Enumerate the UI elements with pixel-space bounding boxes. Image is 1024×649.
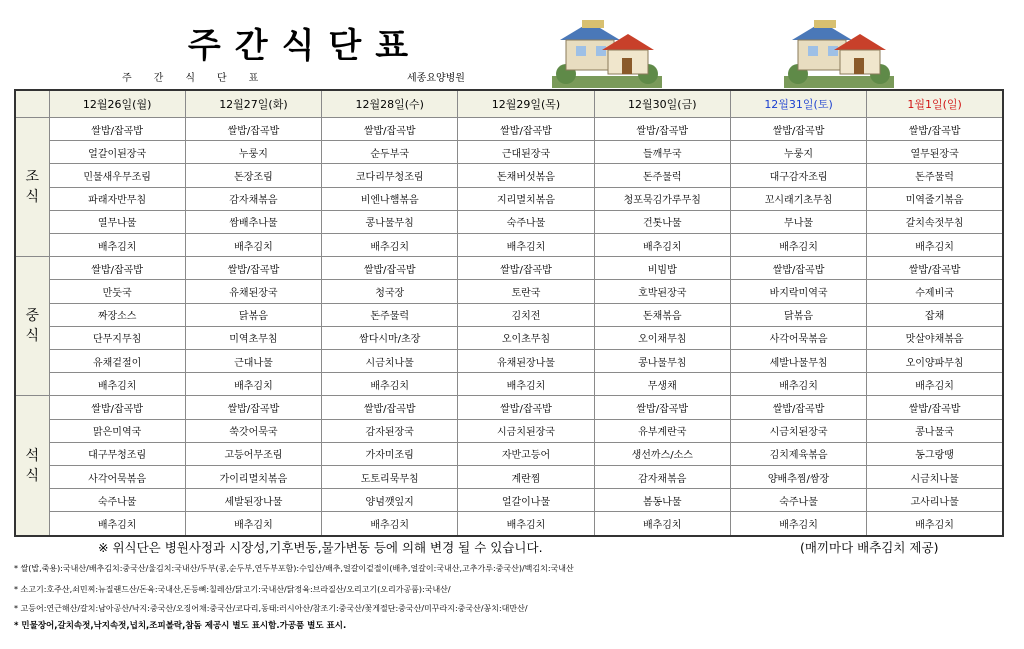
- menu-cell: 배추김치: [867, 373, 1003, 396]
- menu-cell: 배추김치: [730, 512, 866, 536]
- menu-cell: 오이채무침: [594, 326, 730, 349]
- meal-label: 중식: [15, 257, 49, 396]
- day-header-7: 1월1일(일): [867, 90, 1003, 118]
- menu-cell: 쌀밥/잡곡밥: [185, 257, 321, 280]
- menu-cell: 수제비국: [867, 280, 1003, 303]
- kimchi-notice: (매끼마다 배추김치 제공): [800, 540, 939, 555]
- menu-cell: 바지락미역국: [730, 280, 866, 303]
- menu-cell: 누룽지: [185, 141, 321, 164]
- menu-cell: 숙주나물: [49, 489, 185, 512]
- menu-cell: 양배추찜/쌈장: [730, 466, 866, 489]
- menu-cell: 배추김치: [594, 512, 730, 536]
- menu-cell: 무생채: [594, 373, 730, 396]
- menu-cell: 얼갈이된장국: [49, 141, 185, 164]
- menu-cell: 청포묵김가루무침: [594, 187, 730, 210]
- menu-cell: 봄동나물: [594, 489, 730, 512]
- menu-cell: 비엔나햄볶음: [322, 187, 458, 210]
- table-row: [15, 396, 1003, 419]
- origin-note-4: * 민물장어,갈치속젓,낙지속젓,넙치,조피볼락,참돔 제공시 별도 표시함.가공품 별도 표시.: [14, 621, 347, 631]
- menu-cell: 콩나물국: [867, 419, 1003, 442]
- table-row: [15, 210, 1003, 233]
- menu-cell: 짜장소스: [49, 303, 185, 326]
- house-illustration-icon: [784, 16, 894, 88]
- day-header-2: 12월27일(화): [185, 90, 321, 118]
- table-row: [15, 118, 1003, 141]
- menu-cell: 시금치된장국: [458, 419, 594, 442]
- menu-cell: 배추김치: [594, 234, 730, 257]
- menu-cell: 숙주나물: [458, 210, 594, 233]
- table-row: [15, 419, 1003, 442]
- menu-cell: 유채된장나물: [458, 350, 594, 373]
- menu-cell: 동그랑땡: [867, 442, 1003, 465]
- menu-cell: 쌀밥/잡곡밥: [49, 118, 185, 141]
- menu-cell: 쌀밥/잡곡밥: [867, 257, 1003, 280]
- table-row: [15, 350, 1003, 373]
- page-title: 주간식단표: [187, 26, 423, 66]
- menu-cell: 콩나물무침: [322, 210, 458, 233]
- menu-cell: 돈장조림: [185, 164, 321, 187]
- table-row: [15, 373, 1003, 396]
- hospital-name: 세종요양병원: [407, 73, 465, 84]
- day-header-3: 12월28일(수): [322, 90, 458, 118]
- house-illustration-icon: [552, 16, 662, 88]
- menu-cell: 도토리묵무침: [322, 466, 458, 489]
- table-row: [15, 303, 1003, 326]
- menu-cell: 시금치된장국: [730, 419, 866, 442]
- menu-cell: 배추김치: [185, 234, 321, 257]
- menu-cell: 배추김치: [185, 512, 321, 536]
- table-row: [15, 187, 1003, 210]
- menu-cell: 파래자반무침: [49, 187, 185, 210]
- menu-cell: 콩나물무침: [594, 350, 730, 373]
- menu-cell: 쌀밥/잡곡밥: [730, 396, 866, 419]
- menu-cell: 김치전: [458, 303, 594, 326]
- menu-cell: 쑥갓어묵국: [185, 419, 321, 442]
- menu-cell: 민물새우무조림: [49, 164, 185, 187]
- menu-cell: 쌀밥/잡곡밥: [458, 396, 594, 419]
- menu-cell: 배추김치: [458, 373, 594, 396]
- menu-cell: 쌀밥/잡곡밥: [49, 396, 185, 419]
- menu-cell: 맛살야채볶음: [867, 326, 1003, 349]
- menu-cell: 고등어무조림: [185, 442, 321, 465]
- menu-cell: 세발된장나물: [185, 489, 321, 512]
- menu-cell: 생선까스/소스: [594, 442, 730, 465]
- menu-cell: 건톳나물: [594, 210, 730, 233]
- menu-cell: 지리멸치볶음: [458, 187, 594, 210]
- menu-cell: 들깨무국: [594, 141, 730, 164]
- origin-note-3: * 고등어:연근해산/갈치:남아공산/낙지:중국산/오징어채:중국산/코다리,동태:러시아산/참조기:중국산/꽃게절단:중국산/미꾸라지:중국산/꽁치:대만산/: [14, 604, 528, 613]
- day-header-5: 12월30일(금): [594, 90, 730, 118]
- origin-note-1: * 쌀(밥,죽용):국내산/배추김치:중국산/울김치:국내산/두부(콩,순두부,연두부포함):수입산/배추,얼갈이겉절이(배추,얼갈이:국내산,고추가루:중국산)/백김치:국내산: [14, 564, 574, 573]
- menu-cell: 얼갈이나물: [458, 489, 594, 512]
- corner-cell: [15, 90, 49, 118]
- menu-cell: 단무지무침: [49, 326, 185, 349]
- menu-cell: 양념깻잎지: [322, 489, 458, 512]
- menu-cell: 쌀밥/잡곡밥: [322, 118, 458, 141]
- menu-cell: 사각어묵볶음: [49, 466, 185, 489]
- menu-cell: 열무된장국: [867, 141, 1003, 164]
- menu-cell: 돈채볶음: [594, 303, 730, 326]
- menu-cell: 가이리멸치볶음: [185, 466, 321, 489]
- day-header-row: [15, 90, 1003, 118]
- menu-cell: 쌀밥/잡곡밥: [49, 257, 185, 280]
- day-header-1: 12월26일(월): [49, 90, 185, 118]
- menu-cell: 쌈다시마/초장: [322, 326, 458, 349]
- menu-cell: 토란국: [458, 280, 594, 303]
- menu-cell: 닭볶음: [185, 303, 321, 326]
- menu-cell: 비빔밥: [594, 257, 730, 280]
- menu-cell: 배추김치: [49, 373, 185, 396]
- day-header-6: 12월31일(토): [730, 90, 866, 118]
- menu-cell: 쌈배추나물: [185, 210, 321, 233]
- menu-cell: 배추김치: [322, 234, 458, 257]
- menu-cell: 쌀밥/잡곡밥: [867, 396, 1003, 419]
- menu-cell: 쌀밥/잡곡밥: [458, 257, 594, 280]
- menu-cell: 미역초무침: [185, 326, 321, 349]
- menu-cell: 배추김치: [322, 373, 458, 396]
- menu-cell: 쌀밥/잡곡밥: [730, 118, 866, 141]
- menu-cell: 대구감자조림: [730, 164, 866, 187]
- menu-cell: 무나물: [730, 210, 866, 233]
- table-row: [15, 489, 1003, 512]
- table-row: [15, 141, 1003, 164]
- menu-cell: 미역줄기볶음: [867, 187, 1003, 210]
- menu-cell: 배추김치: [867, 234, 1003, 257]
- menu-cell: 자반고등어: [458, 442, 594, 465]
- menu-cell: 코다리무청조림: [322, 164, 458, 187]
- menu-cell: 유채된장국: [185, 280, 321, 303]
- menu-cell: 근대나물: [185, 350, 321, 373]
- menu-cell: 고사리나물: [867, 489, 1003, 512]
- menu-cell: 쌀밥/잡곡밥: [594, 396, 730, 419]
- menu-cell: 세발나물무침: [730, 350, 866, 373]
- menu-cell: 배추김치: [730, 234, 866, 257]
- menu-cell: 쌀밥/잡곡밥: [867, 118, 1003, 141]
- menu-cell: 쌀밥/잡곡밥: [730, 257, 866, 280]
- menu-cell: 배추김치: [49, 512, 185, 536]
- menu-cell: 돈채버섯볶음: [458, 164, 594, 187]
- menu-cell: 만둣국: [49, 280, 185, 303]
- menu-cell: 순두부국: [322, 141, 458, 164]
- menu-cell: 숙주나물: [730, 489, 866, 512]
- menu-cell: 쌀밥/잡곡밥: [185, 396, 321, 419]
- menu-cell: 시금치나물: [867, 466, 1003, 489]
- menu-cell: 누룽지: [730, 141, 866, 164]
- meal-label: 석식: [15, 396, 49, 536]
- table-row: [15, 442, 1003, 465]
- menu-cell: 배추김치: [49, 234, 185, 257]
- menu-cell: 닭볶음: [730, 303, 866, 326]
- menu-cell: 오이양파무침: [867, 350, 1003, 373]
- menu-cell: 김치제육볶음: [730, 442, 866, 465]
- menu-change-notice: ※ 위식단은 병원사정과 시장성,기후변동,물가변동 등에 의해 변경 될 수 있습니다.: [98, 540, 543, 555]
- menu-cell: 배추김치: [730, 373, 866, 396]
- menu-cell: 쌀밥/잡곡밥: [458, 118, 594, 141]
- menu-cell: 쌀밥/잡곡밥: [185, 118, 321, 141]
- menu-cell: 맑은미역국: [49, 419, 185, 442]
- table-row: [15, 280, 1003, 303]
- menu-cell: 사각어묵볶음: [730, 326, 866, 349]
- table-row: [15, 512, 1003, 536]
- table-row: [15, 326, 1003, 349]
- menu-cell: 갈치속젓무침: [867, 210, 1003, 233]
- menu-cell: 배추김치: [322, 512, 458, 536]
- menu-cell: 시금치나물: [322, 350, 458, 373]
- menu-cell: 열무나물: [49, 210, 185, 233]
- menu-cell: 잡채: [867, 303, 1003, 326]
- menu-cell: 쌀밥/잡곡밥: [594, 118, 730, 141]
- table-row: [15, 234, 1003, 257]
- menu-cell: 유채겉절이: [49, 350, 185, 373]
- menu-cell: 대구무청조림: [49, 442, 185, 465]
- origin-note-2: * 소고기:호주산,쇠민찌:뉴질랜드산/돈육:국내산,돈등뼈:칠레산/닭고기:국내산/닭정육:브라질산/오리고기(오리가공품):국내산/: [14, 585, 451, 594]
- weekly-menu-table: [14, 89, 1004, 537]
- table-row: [15, 164, 1003, 187]
- table-row: [15, 257, 1003, 280]
- menu-cell: 오이초무침: [458, 326, 594, 349]
- menu-cell: 계란찜: [458, 466, 594, 489]
- menu-cell: 가자미조림: [322, 442, 458, 465]
- menu-cell: 유부계란국: [594, 419, 730, 442]
- menu-cell: 쌀밥/잡곡밥: [322, 257, 458, 280]
- table-row: [15, 466, 1003, 489]
- menu-cell: 쌀밥/잡곡밥: [322, 396, 458, 419]
- menu-cell: 감자채볶음: [594, 466, 730, 489]
- menu-cell: 배추김치: [458, 512, 594, 536]
- menu-cell: 돈주물럭: [594, 164, 730, 187]
- menu-cell: 청국장: [322, 280, 458, 303]
- page-subtitle: 주간식단표: [122, 73, 281, 84]
- menu-cell: 꼬시래기초무침: [730, 187, 866, 210]
- menu-cell: 돈주물럭: [322, 303, 458, 326]
- menu-cell: 감자채볶음: [185, 187, 321, 210]
- menu-cell: 돈주물럭: [867, 164, 1003, 187]
- menu-cell: 호박된장국: [594, 280, 730, 303]
- meal-label: 조식: [15, 118, 49, 257]
- menu-cell: 근대된장국: [458, 141, 594, 164]
- menu-cell: 배추김치: [458, 234, 594, 257]
- menu-cell: 배추김치: [867, 512, 1003, 536]
- day-header-4: 12월29일(목): [458, 90, 594, 118]
- menu-cell: 배추김치: [185, 373, 321, 396]
- menu-cell: 감자된장국: [322, 419, 458, 442]
